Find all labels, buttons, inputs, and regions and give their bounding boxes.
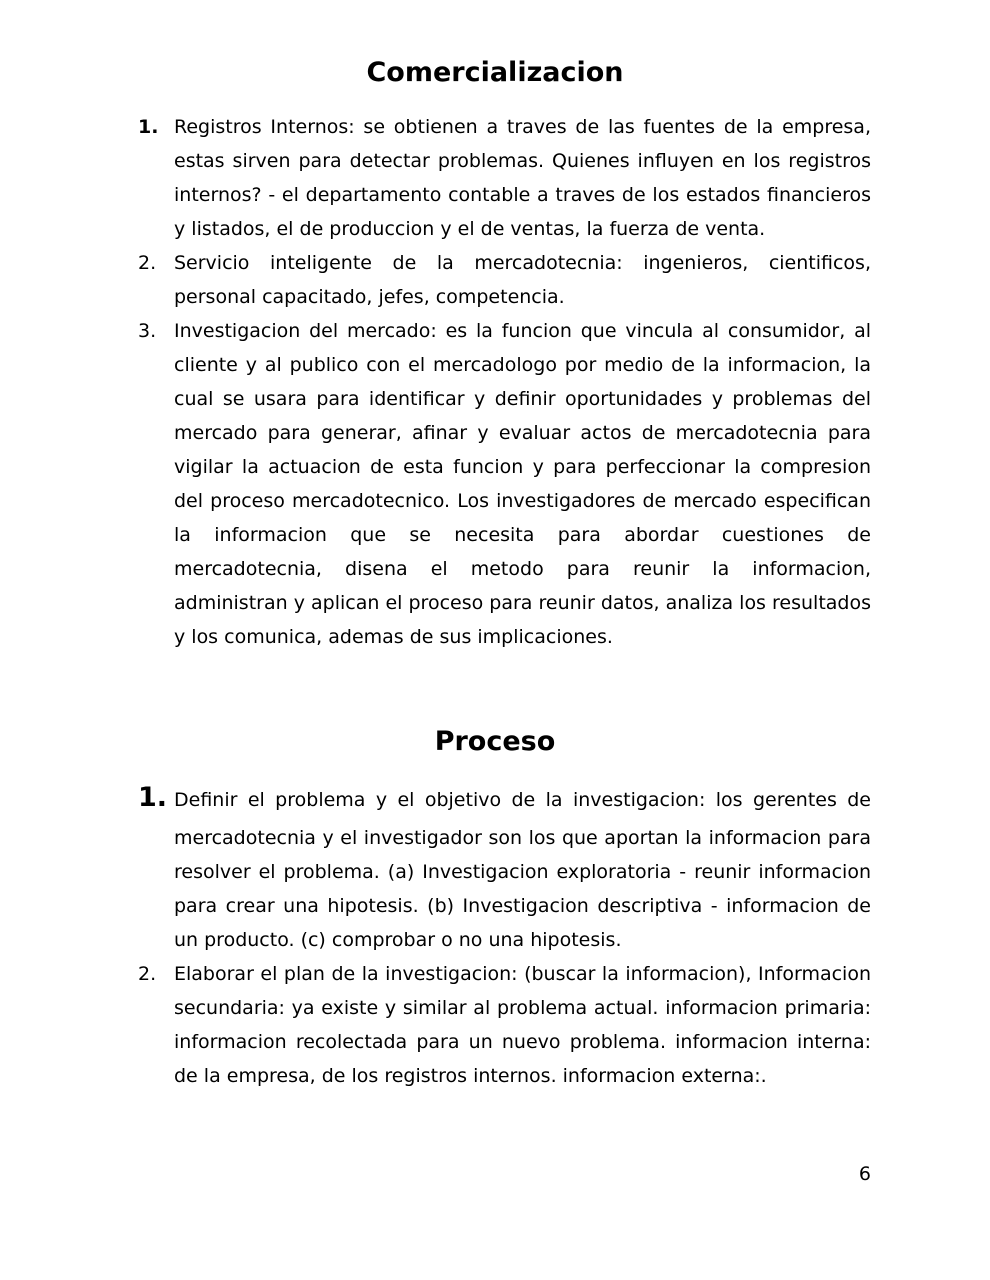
list-item-text: Elaborar el plan de la investigacion: (buscar la informacion), Informacion secundaria: ya existe y similar al problema actual. informacion primaria: informacion recolectada para un nuevo problema. informacion interna: de la empresa, de los registros internos. informacion externa:.: [174, 963, 871, 1087]
list-item-text: Registros Internos: se obtienen a traves de las fuentes de la empresa, estas sirven para detectar problemas. Quienes influyen en los registros internos? - el departamento contable a traves de los estados financieros y listados, el de produccion y el de ventas, la fuerza de venta.: [174, 116, 871, 240]
proceso-list: [138, 783, 871, 1093]
page-number: 6: [858, 1163, 871, 1185]
list-item: [138, 110, 871, 246]
list-item-text: Servicio inteligente de la mercadotecnia: ingenieros, cientificos, personal capacitado, jefes, competencia.: [174, 252, 871, 308]
list-item: [138, 246, 871, 314]
list-item-number: 2.: [138, 252, 157, 274]
list-item-text: Investigacion del mercado: es la funcion que vincula al consumidor, al cliente y al publico con el mercadologo por medio de la informacion, la cual se usara para identificar y definir oportunidades y problemas del mercado para generar, afinar y evaluar actos de mercadotecnia para vigilar la actuacion de esta funcion y para perfeccionar la compresion del proceso mercadotecnico. Los investigadores de mercado especifican la informacion que se necesita para abordar cuestiones de mercadotecnia, disena el metodo para reunir la informacion, administran y aplican el proceso para reunir datos, analiza los resultados y los comunica, ademas de sus implicaciones.: [174, 320, 871, 648]
list-item-number: 1.: [138, 116, 159, 138]
section-title-proceso: Proceso: [434, 726, 556, 757]
list-item-text: mercadotecnia y el investigador son los que aportan la informacion para resolver el problema. (a) Investigacion exploratoria - reunir informacion para crear una hipotesis. (b) Investigacion descriptiva - informacion de un producto. (c) comprobar o no una hipotesis.: [174, 827, 871, 951]
list-item: [138, 314, 871, 654]
list-item: [138, 957, 871, 1093]
list-item: [138, 783, 871, 957]
list-item-number: 1.: [138, 782, 168, 813]
list-item-number: 2.: [138, 963, 157, 985]
list-item-first-line: Definir el problema y el objetivo de la investigacion: los gerentes de: [174, 789, 871, 811]
comercializacion-list: [138, 110, 871, 654]
section-title-comercializacion: Comercializacion: [366, 57, 624, 88]
list-item-number: 3.: [138, 320, 157, 342]
